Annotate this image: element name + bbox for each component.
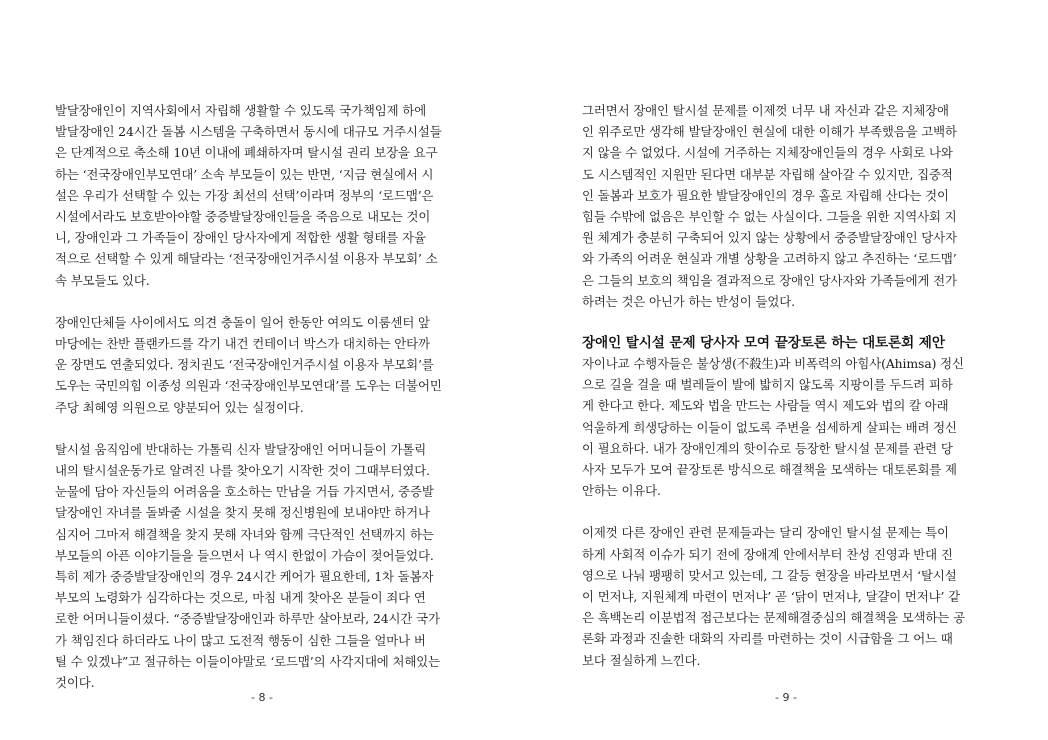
paragraph bbox=[55, 312, 473, 418]
paragraph bbox=[55, 439, 473, 693]
text-line: 가 책임진다 하더라도 나이 많고 도전적 행동이 심한 그들을 얼마나 버 bbox=[55, 632, 426, 648]
text-line: 탈시설 움직임에 반대하는 가톨릭 신자 발달장애인 어머니들이 가톨릭 bbox=[55, 441, 427, 457]
text-line: 틸 수 있겠냐”고 절규하는 이들이야말로 ‘로드맵’의 사각지대에 처해있는 bbox=[55, 653, 440, 669]
right-page bbox=[524, 0, 1048, 740]
text-line: 지 않을 수 없었다. 시설에 거주하는 지체장애인들의 경우 사회로 나와 bbox=[582, 145, 953, 161]
text-line: 억울하게 희생당하는 이들이 없도록 주변을 섬세하게 살피는 배려 정신 bbox=[582, 419, 957, 435]
page-number-right: - 9 - bbox=[775, 691, 797, 704]
right-paragraphs-after bbox=[582, 353, 1002, 671]
text-line: 특히 제가 중증발달장애인의 경우 24시간 케어가 필요한데, 1차 돌봄자 bbox=[55, 569, 434, 585]
text-line: 원 체계가 충분히 구축되어 있지 않는 상황에서 중증발달장애인 당사자 bbox=[582, 230, 957, 246]
text-line: 설은 우리가 선택할 수 있는 가장 최선의 선택’이라며 정부의 ‘로드맵’은 bbox=[55, 187, 434, 203]
text-line: 니, 장애인과 그 가족들이 장애인 당사자에게 적합한 생활 형태를 자율 bbox=[55, 230, 426, 246]
text-line: 자이나교 수행자들은 불상생(不殺生)과 비폭력의 아힘사(Ahimsa) 정신 bbox=[582, 356, 964, 372]
text-line: 눈물에 담아 자신들의 어려움을 호소하는 만남을 거듭 가지면서, 중증발 bbox=[55, 484, 434, 500]
text-line: 발달장애인 24시간 돌봄 시스템을 구축하면서 동시에 대규모 거주시설들 bbox=[55, 124, 442, 140]
page-number-left: - 8 - bbox=[251, 691, 273, 704]
text-line: 은 단계적으로 축소해 10년 이내에 폐쇄하자며 탈시설 권리 보장을 요구 bbox=[55, 145, 438, 161]
text-line: 영으로 나눠 팽팽히 맞서고 있는데, 그 갈등 현장을 바라보면서 ‘탈시설 bbox=[582, 567, 957, 583]
text-line: 적으로 선택할 수 있게 해달라는 ‘전국장애인거주시설 이용자 부모회’ 소 bbox=[55, 251, 438, 267]
left-page-body bbox=[55, 100, 473, 714]
text-line: 은 흑백논리 이분법적 접근보다는 문제해결중심의 해결책을 모색하는 공 bbox=[582, 610, 965, 626]
text-line: 하게 사회적 이슈가 되기 전에 장애계 안에서부터 찬성 진영과 반대 진 bbox=[582, 546, 953, 562]
text-line: 게 한다고 한다. 제도와 법을 만드는 사람들 역시 제도와 법의 칼 아래 bbox=[582, 398, 949, 414]
text-line: 도 시스템적인 지원만 된다면 대부분 자립해 살아갈 수 있지만, 집중적 bbox=[582, 166, 953, 182]
text-line: 속 부모들도 있다. bbox=[55, 272, 150, 288]
text-line: 부모의 노령화가 심각하다는 것으로, 마침 내게 찾아온 분들이 죄다 연 bbox=[55, 590, 426, 606]
text-line: 심지어 그마저 해결책을 찾지 못해 자녀와 함께 극단적인 선택까지 하는 bbox=[55, 526, 434, 542]
text-line: 힘들 수밖에 없음은 부인할 수 없는 사실이다. 그들을 위한 지역사회 지 bbox=[582, 209, 957, 225]
text-line: 이 필요하다. 내가 장애인계의 핫이슈로 등장한 탈시설 문제를 관련 당 bbox=[582, 440, 953, 456]
text-line: 시설에서라도 보호받아야할 중증발달장애인들을 죽음으로 내모는 것이 bbox=[55, 209, 431, 225]
text-line: 은 그들의 보호의 책임을 결과적으로 장애인 당사자와 가족들에게 전가 bbox=[582, 272, 957, 288]
text-line: 것이다. bbox=[55, 675, 95, 691]
text-line: 인 위주로만 생각해 발달장애인 현실에 대한 이해가 부족했음을 고백하 bbox=[582, 124, 957, 140]
text-line: 이 먼저냐, 지원체계 마련이 먼저냐’ 곧 ‘닭이 먼저냐, 달걀이 먼저냐’ 같 bbox=[582, 589, 961, 605]
text-line: 와 가족의 어려운 현실과 개별 상황을 고려하지 않고 추진하는 ‘로드맵’ bbox=[582, 251, 957, 267]
paragraph bbox=[582, 100, 1002, 312]
text-line: 주당 최혜영 의원으로 양분되어 있는 실정이다. bbox=[55, 399, 304, 415]
text-line: 사자 모두가 모여 끝장토론 방식으로 해결책을 모색하는 대토론회를 제 bbox=[582, 462, 957, 478]
text-line: 안하는 이유다. bbox=[582, 483, 661, 499]
text-line: 부모들의 아픈 이야기들을 들으면서 나 역시 한없이 가슴이 젖어들었다. bbox=[55, 547, 434, 563]
text-line: 도우는 국민의힘 이종성 의원과 ‘전국장애인부모연대’를 도우는 더불어민 bbox=[55, 378, 442, 394]
text-line: 내의 탈시설운동가로 알려진 나를 찾아오기 시작한 것이 그때부터였다. bbox=[55, 463, 430, 479]
text-line: 마당에는 찬반 플랜카드를 각기 내건 컨테이너 박스가 대치하는 안타까 bbox=[55, 336, 430, 352]
text-line: 하려는 것은 아닌가 하는 반성이 들었다. bbox=[582, 293, 795, 309]
text-line: 달장애인 자녀를 돌봐줄 시설을 찾지 못해 정신병원에 보내야만 하거나 bbox=[55, 505, 430, 521]
text-line: 발달장애인이 지역사회에서 자립해 생활할 수 있도록 국가책임제 하에 bbox=[55, 103, 427, 118]
paragraph bbox=[582, 522, 1002, 670]
paragraph bbox=[55, 100, 473, 291]
text-line: 로한 어머니들이셨다. “중증발달장애인과 하루만 살아보라, 24시간 국가 bbox=[55, 611, 440, 627]
section-heading: 장애인 탈시설 문제 당사자 모여 끝장토론 하는 대토론회 제안 bbox=[582, 335, 945, 352]
right-page-body bbox=[582, 100, 1002, 692]
text-line: 그러면서 장애인 탈시설 문제를 이제껏 너무 내 자신과 같은 지체장애 bbox=[582, 103, 949, 118]
text-line: 이제껏 다른 장애인 관련 문제들과는 달리 장애인 탈시설 문제는 특이 bbox=[582, 525, 949, 541]
text-line: 론화 과정과 진솔한 대화의 자리를 마련하는 것이 시급함을 그 어느 때 bbox=[582, 631, 953, 647]
text-line: 장애인단체들 사이에서도 의견 충돌이 일어 한동안 여의도 이룸센터 앞 bbox=[55, 314, 430, 330]
text-line: 인 돌봄과 보호가 필요한 발달장애인의 경우 홀로 자립해 산다는 것이 bbox=[582, 187, 949, 203]
text-line: 운 장면도 연출되었다. 정치권도 ‘전국장애인거주시설 이용자 부모회’를 bbox=[55, 357, 434, 373]
text-line: 하는 ‘전국장애인부모연대’ 소속 부모들이 있는 반면, ‘지금 현실에서 시 bbox=[55, 166, 434, 182]
right-paragraphs-before bbox=[582, 100, 1002, 312]
text-line: 보다 절실하게 느낀다. bbox=[582, 652, 701, 668]
text-line: 으로 길을 걸을 때 벌레들이 발에 밟히지 않도록 지팡이를 두드려 피하 bbox=[582, 377, 953, 393]
paragraph bbox=[582, 353, 1002, 501]
